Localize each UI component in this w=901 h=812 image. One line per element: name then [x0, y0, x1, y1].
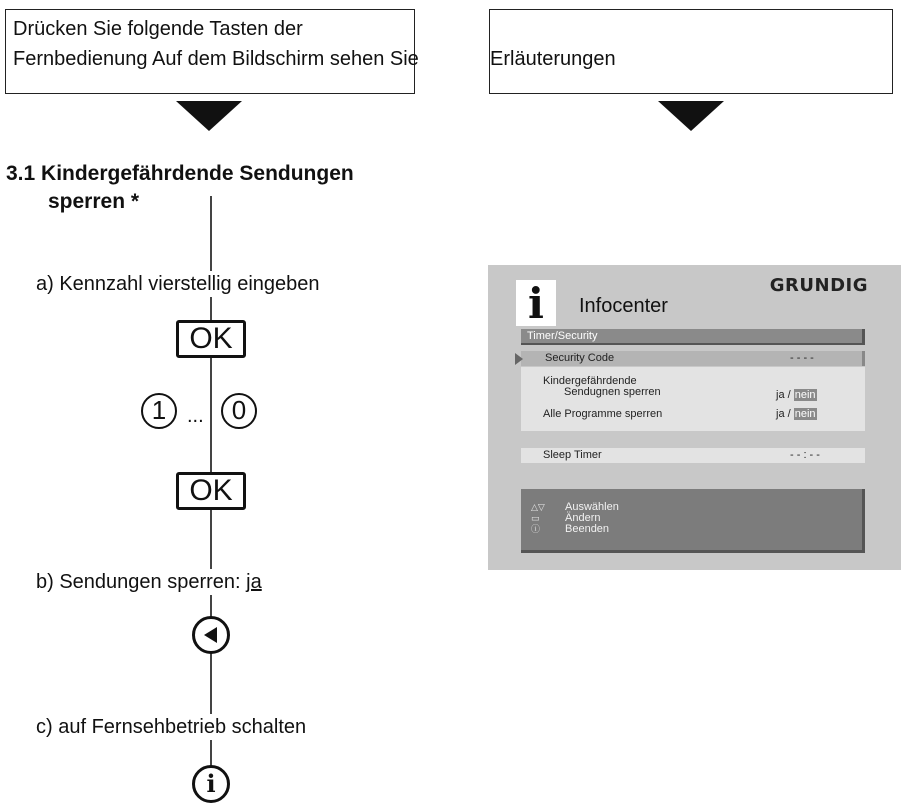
- alle-ja: ja: [776, 408, 785, 420]
- kinder-nein: nein: [794, 389, 816, 401]
- infocenter-title: Infocenter: [579, 295, 668, 317]
- info-icon: i: [516, 280, 556, 326]
- security-code-label: Security Code: [545, 352, 615, 364]
- grundig-logo: GRUNDIG: [769, 275, 868, 296]
- step-c-label: c) auf Fernsehbetrieb schalten: [36, 714, 310, 740]
- down-arrow-left-icon: [176, 101, 242, 131]
- header-left-line-1: Drücken Sie folgende Tasten der: [13, 18, 303, 40]
- help-beenden: Beenden: [565, 523, 610, 535]
- menu-header-label: Timer/Security: [527, 330, 598, 342]
- info-button-icon: ⓘ: [531, 524, 541, 534]
- menu-header-timer-security: [521, 329, 865, 345]
- ok-key-icon: OK: [176, 320, 246, 358]
- section-title-line-1: 3.1 Kindergefährdende Sendungen: [6, 162, 354, 185]
- kinder-option[interactable]: [776, 389, 817, 401]
- help-auswaehlen: Auswählen: [565, 501, 619, 513]
- kinder-ja: ja: [776, 389, 785, 401]
- ok-key-icon-2: OK: [176, 472, 246, 510]
- alle-nein: nein: [794, 408, 816, 420]
- tv-infocenter-screen: [488, 265, 901, 570]
- security-code-value: - - - -: [790, 352, 814, 364]
- kinder-label-2: Sendugnen sperren: [564, 386, 661, 398]
- info-key-glyph: i: [206, 769, 216, 798]
- left-arrow-key-icon: [192, 616, 230, 654]
- down-arrow-right-icon: [658, 101, 724, 131]
- step-b-label: [36, 569, 266, 595]
- help-aendern: Ändern: [565, 512, 601, 524]
- help-panel: [521, 489, 865, 553]
- alle-label: Alle Programme sperren: [543, 408, 663, 420]
- digit-0-key-icon: 0: [221, 393, 257, 429]
- info-key-icon: [192, 765, 230, 803]
- step-b-value: ja: [246, 571, 262, 593]
- menu-cursor-icon: [515, 353, 523, 365]
- sleep-timer-label: Sleep Timer: [543, 449, 602, 461]
- kinder-label-1: Kindergefährdende: [543, 375, 637, 387]
- step-a-label: a) Kennzahl vierstellig eingeben: [36, 271, 324, 297]
- step-b-prefix: b) Sendungen sperren:: [36, 571, 247, 593]
- section-title-line-2: sperren *: [48, 190, 140, 213]
- ok-button-icon: ▭: [531, 513, 540, 523]
- up-down-arrows-icon: △▽: [531, 502, 545, 512]
- alle-option[interactable]: [776, 408, 817, 420]
- sleep-timer-value: - - : - -: [790, 449, 820, 461]
- key-ellipsis: ...: [187, 405, 204, 427]
- kinder-separator: /: [787, 389, 791, 401]
- header-right-line: Erläuterungen: [490, 48, 616, 70]
- digit-1-key-icon: 1: [141, 393, 177, 429]
- header-left-line-2: Fernbedienung Auf dem Bildschirm sehen Sie: [13, 48, 419, 70]
- alle-separator: /: [787, 408, 791, 420]
